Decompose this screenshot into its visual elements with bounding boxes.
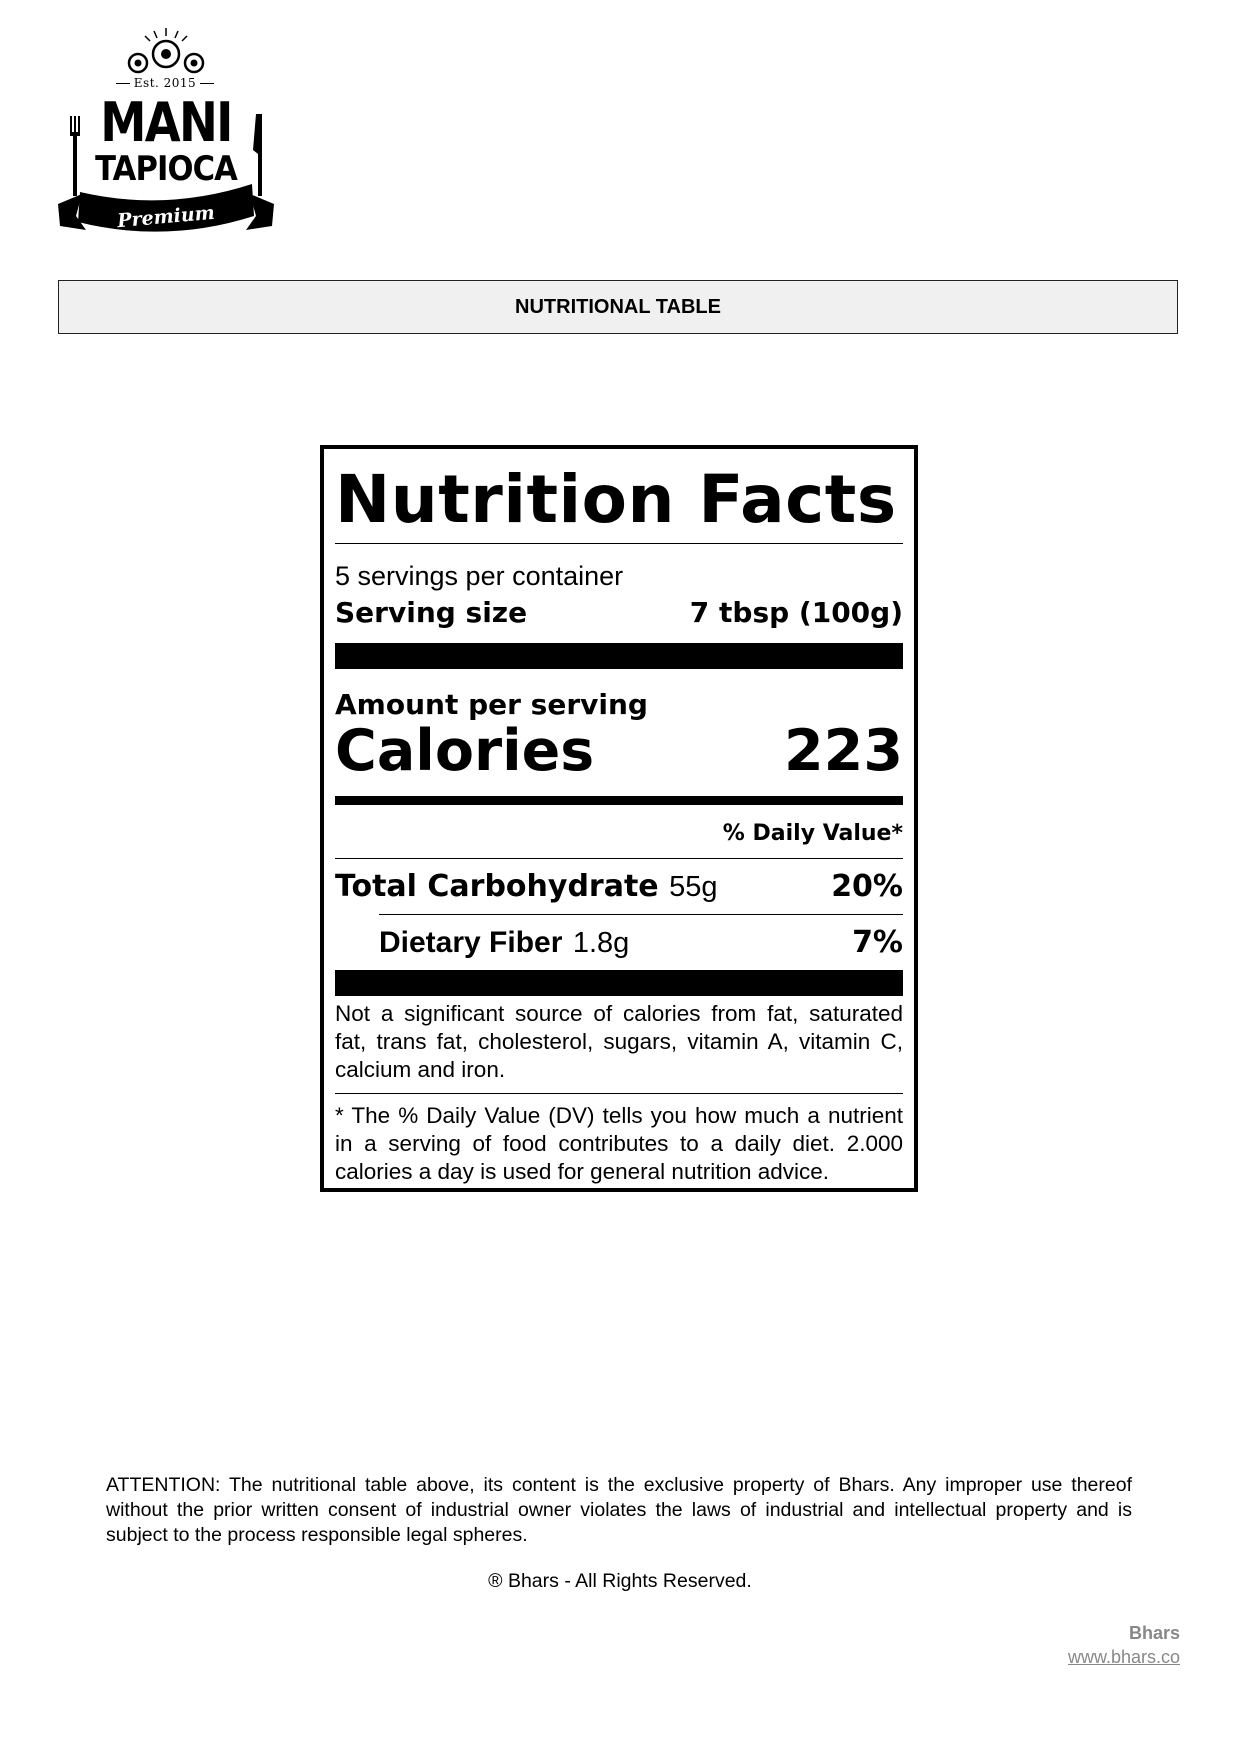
calories-row [335, 717, 903, 784]
nutrient-row-dietary-fiber [335, 915, 903, 970]
servings-per-container: 5 servings per container [335, 561, 624, 591]
nutrient-name: Total Carbohydrate [335, 868, 659, 904]
nutrient-daily-value: 7% [852, 924, 903, 960]
logo-name-line2: TAPIOCA [95, 149, 237, 189]
section-title: NUTRITIONAL TABLE [515, 295, 721, 318]
section-title-bar [58, 280, 1178, 334]
not-significant-note: Not a significant source of calories from fat, saturated fat, trans fat, cholesterol, sugars, vitamin A, vitamin C, calcium and iron. [335, 1000, 903, 1082]
attention-notice: ATTENTION: The nutritional table above, its content is the exclusive property of Bhars. Any improper use thereof without the prior written consent of industrial owner violates the laws of industrial and intellectual property and is subject to the process responsible legal spheres. [106, 1474, 1132, 1546]
calories-value: 223 [784, 717, 903, 784]
logo-established-text: Est. 2015 [110, 76, 220, 90]
divider-medium [335, 796, 903, 805]
serving-size-label: Serving size [335, 595, 528, 629]
brand-url-link[interactable]: www.bhars.co [1067, 1647, 1180, 1667]
calories-label: Calories [335, 717, 595, 784]
divider-thick [335, 970, 903, 996]
nutrient-amount: 1.8g [572, 926, 630, 959]
brand-name: Bhars [1128, 1623, 1180, 1643]
nutrient-amount: 55g [669, 870, 718, 903]
logo-name-line1: MANI [100, 91, 232, 154]
logo-banner-text: Premium [116, 201, 216, 233]
nutrition-facts-label [320, 445, 918, 1192]
brand-signature [1068, 1621, 1180, 1669]
divider-thick [335, 643, 903, 669]
divider [335, 543, 903, 544]
serving-size-row [335, 596, 903, 629]
nutrient-row-total-carbohydrate [335, 859, 903, 914]
nutrient-daily-value: 20% [831, 868, 903, 904]
brand-logo [56, 26, 276, 236]
daily-value-footnote: * The % Daily Value (DV) tells you how much a nutrient in a serving of food contributes to a daily diet. 2.000 calories a day is used for general nutrition advice. [335, 1102, 903, 1184]
nutrition-facts-title: Nutrition Facts [335, 461, 897, 538]
copyright-text: ® Bhars - All Rights Reserved. [488, 1570, 752, 1592]
daily-value-header: % Daily Value* [722, 820, 903, 846]
amount-per-serving: Amount per serving [335, 687, 648, 721]
serving-size-value: 7 tbsp (100g) [689, 595, 903, 629]
nutrient-name: Dietary Fiber [379, 925, 563, 959]
